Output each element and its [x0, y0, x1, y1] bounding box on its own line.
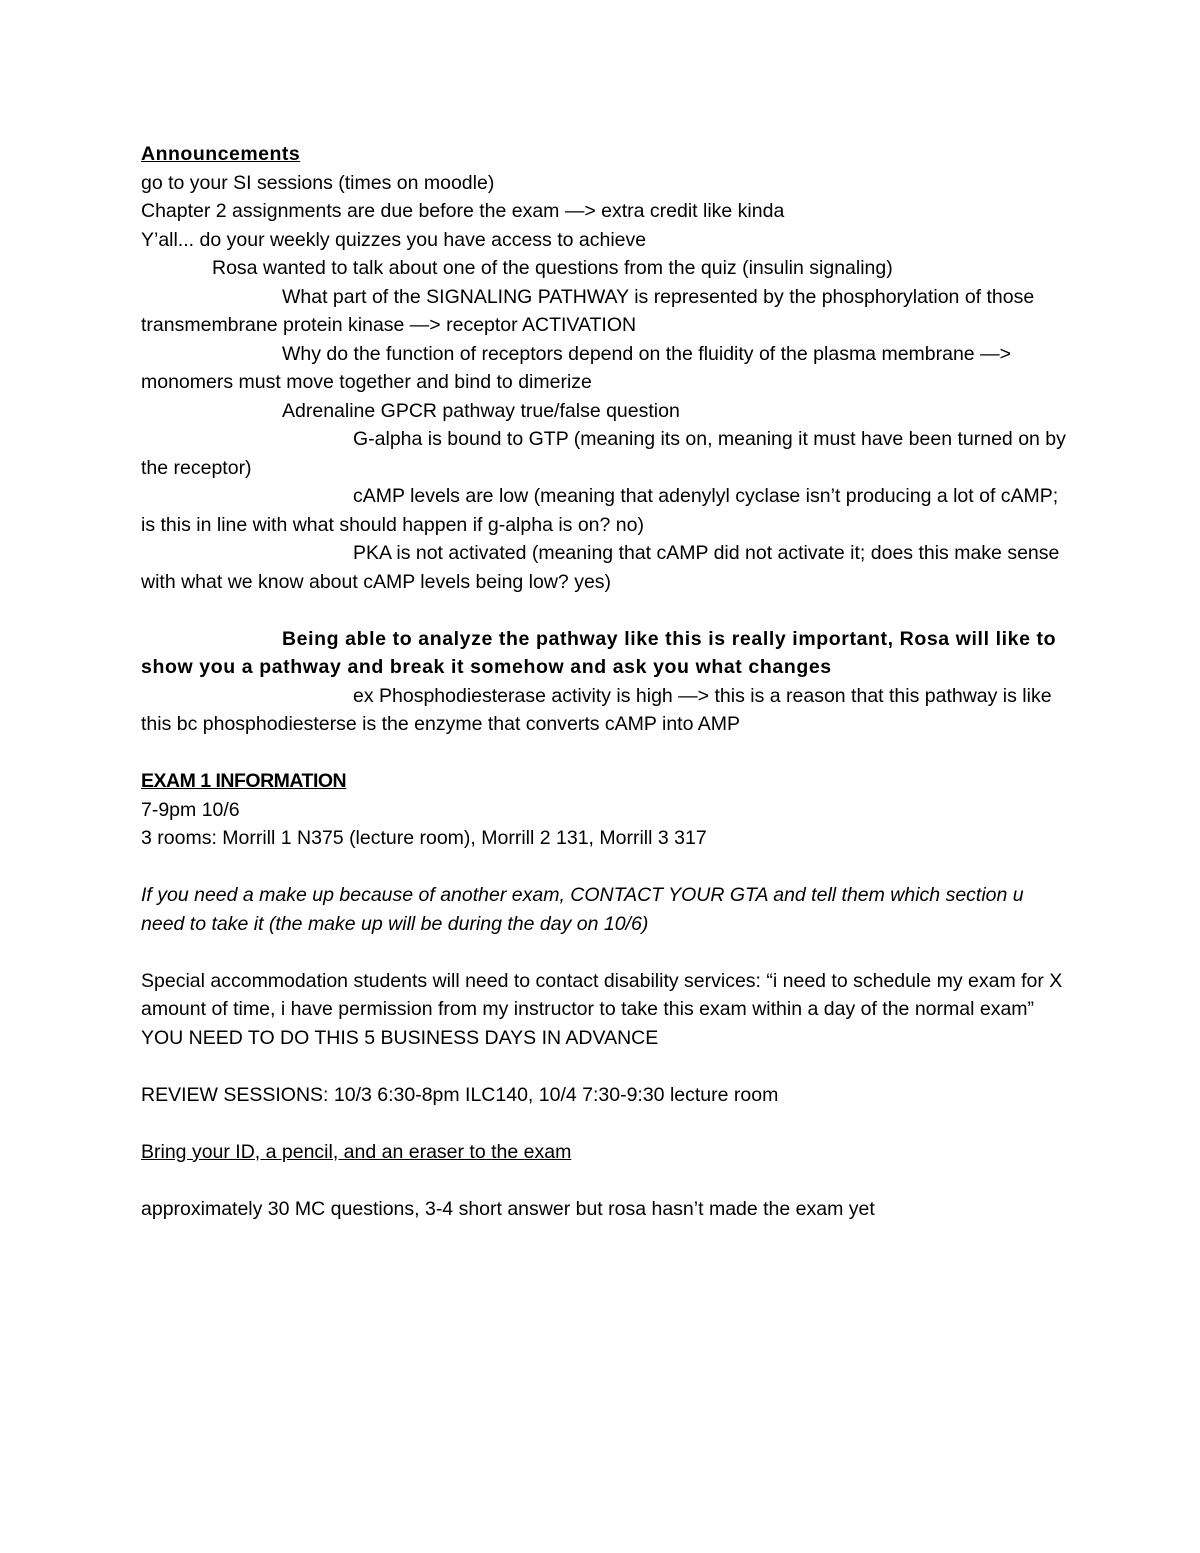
review-sessions: REVIEW SESSIONS: 10/3 6:30-8pm ILC140, 10/4 7:30-9:30 lecture room [141, 1083, 779, 1106]
spacer [141, 1052, 1071, 1081]
quiz-question-3-item: cAMP levels are low (meaning that adenylyl cyclase isn’t producing a lot of cAMP; is this in line with what should happen if g-alpha is on? no) [141, 485, 1059, 536]
document-page [141, 140, 1071, 1223]
exam-heading: EXAM 1 INFORMATION [141, 770, 347, 792]
spacer [141, 596, 1071, 625]
quiz-question-3-item: G-alpha is bound to GTP (meaning its on, meaning it must have been turned on by the receptor) [141, 428, 1066, 479]
makeup-note: If you need a make up because of another exam, CONTACT YOUR GTA and tell them which section u need to take it (the make up will be during the day on 10/6) [141, 884, 1024, 935]
spacer [141, 1166, 1071, 1195]
note-line: Chapter 2 assignments are due before the exam —> extra credit like kinda [141, 200, 785, 222]
exam-time: 7-9pm 10/6 [141, 798, 240, 821]
bring-items-note: Bring your ID, a pencil, and an eraser to the exam [141, 1140, 572, 1163]
quiz-question-3: Adrenaline GPCR pathway true/false question [282, 399, 680, 422]
exam-rooms: 3 rooms: Morrill 1 N375 (lecture room), Morrill 2 131, Morrill 3 317 [141, 827, 707, 849]
announcements-heading: Announcements [141, 143, 301, 165]
quiz-question-1: What part of the SIGNALING PATHWAY is represented by the phosphorylation of those transmembrane protein kinase —> receptor ACTIVATION [141, 285, 1035, 336]
spacer [141, 1109, 1071, 1138]
exam-format-note: approximately 30 MC questions, 3-4 short answer but rosa hasn’t made the exam yet [141, 1197, 875, 1220]
spacer [141, 739, 1071, 768]
note-line: go to your SI sessions (times on moodle) [141, 171, 495, 194]
rosa-quiz-intro: Rosa wanted to talk about one of the questions from the quiz (insulin signaling) [212, 257, 893, 279]
important-note: Being able to analyze the pathway like this is really important, Rosa will like to show you a pathway and break it somehow and ask you what changes [141, 627, 1057, 678]
quiz-question-3-item: PKA is not activated (meaning that cAMP did not activate it; does this make sense with what we know about cAMP levels being low? yes) [141, 542, 1060, 593]
spacer [141, 938, 1071, 967]
note-line: Y’all... do your weekly quizzes you have access to achieve [141, 228, 647, 251]
example-note: ex Phosphodiesterase activity is high —> this is a reason that this pathway is like this bc phosphodiesterse is the enzyme that converts cAMP into AMP [141, 684, 1052, 735]
spacer [141, 853, 1071, 882]
accommodation-note: Special accommodation students will need to contact disability services: “i need to schedule my exam for X amount of time, i have permission from my instructor to take this exam within a day of the normal exam” YOU NEED TO DO THIS 5 BUSINESS DAYS IN ADVANCE [141, 969, 1063, 1049]
quiz-question-2: Why do the function of receptors depend on the fluidity of the plasma membrane —> monomers must move together and bind to dimerize [141, 342, 1011, 393]
